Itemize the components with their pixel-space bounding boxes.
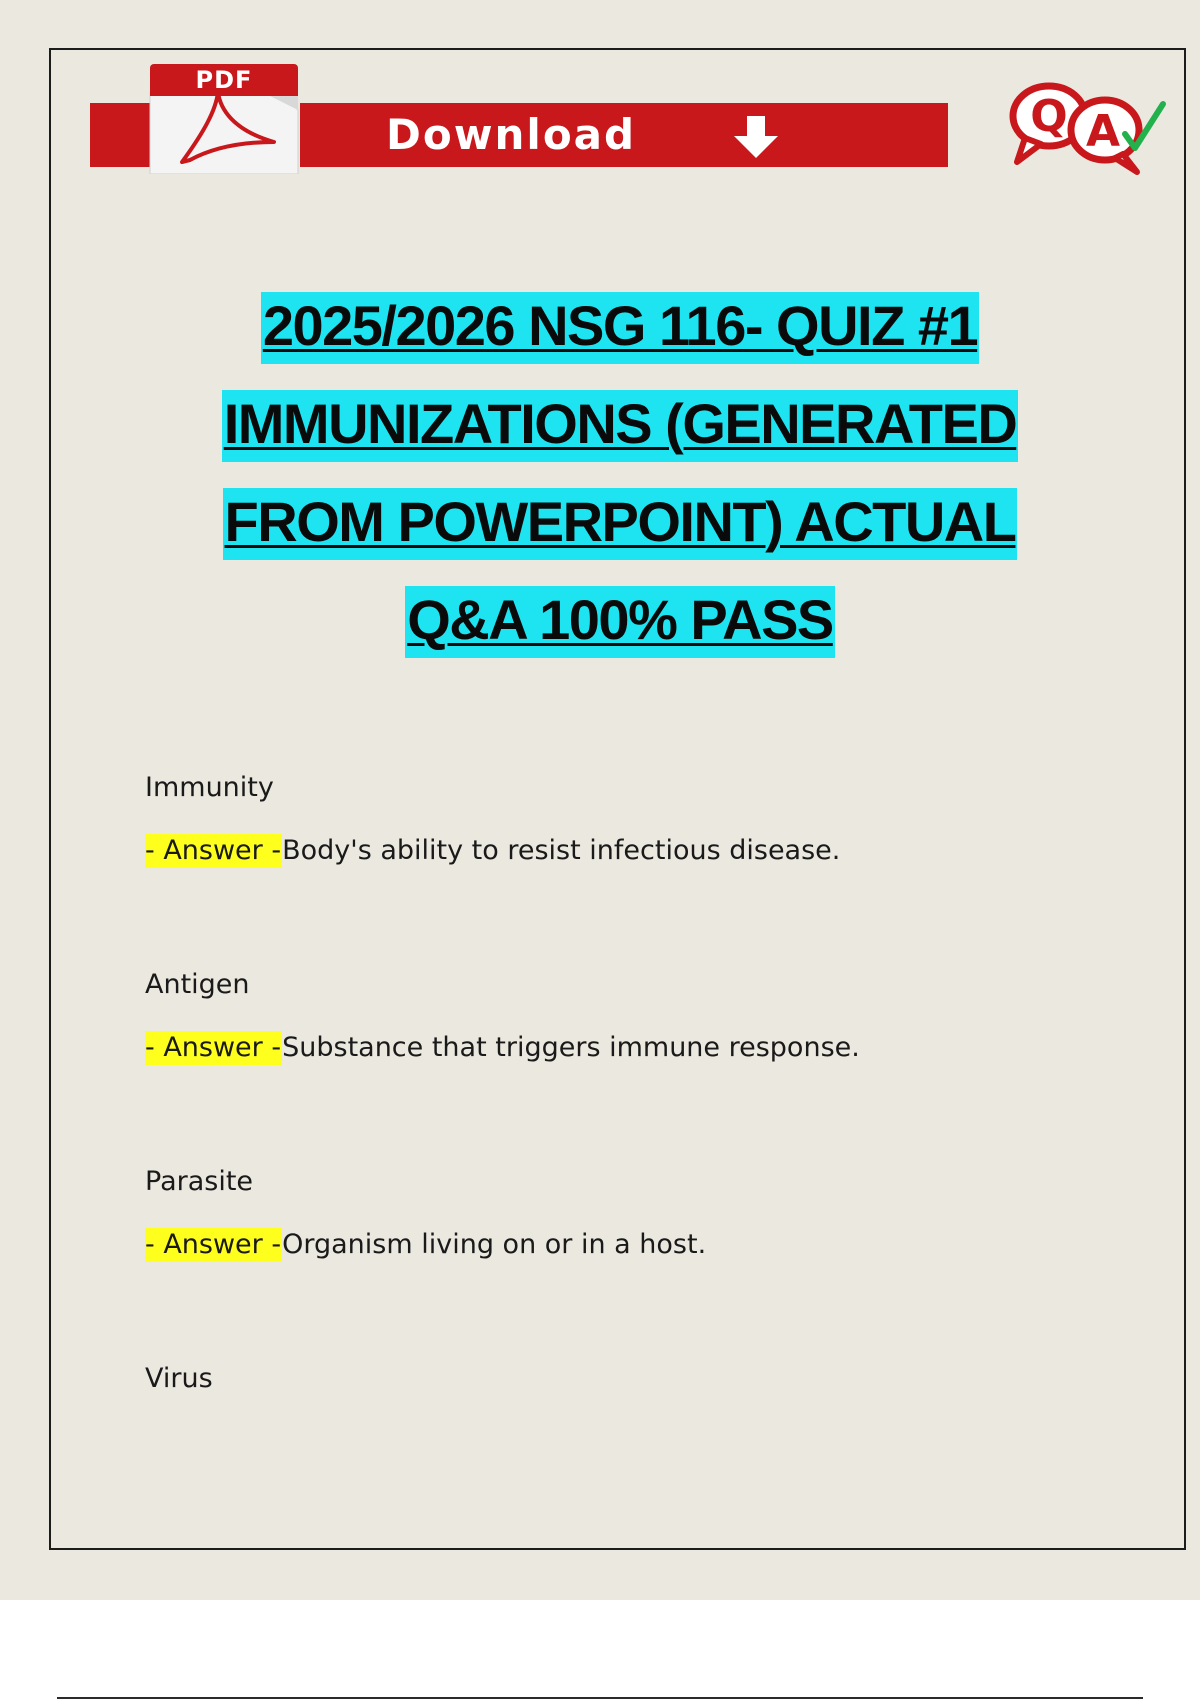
document-title xyxy=(60,292,1180,684)
qa-item xyxy=(145,768,1145,965)
download-pdf-button[interactable] xyxy=(90,58,860,176)
title-line-3: FROM POWERPOINT) ACTUAL xyxy=(223,488,1018,560)
answer-label: - Answer - xyxy=(145,1032,282,1063)
title-line-2: IMMUNIZATIONS (GENERATED xyxy=(222,390,1019,462)
answer-text: Body's ability to resist infectious disease. xyxy=(282,835,841,866)
footer-divider xyxy=(57,1697,1143,1699)
qa-item xyxy=(145,1359,1145,1556)
answer-label: - Answer - xyxy=(145,835,282,866)
question-text: Immunity xyxy=(145,772,274,803)
question-text: Parasite xyxy=(145,1166,254,1197)
pdf-tab-label: PDF xyxy=(150,64,298,96)
qa-list xyxy=(145,768,1145,1556)
answer-text: Organism living on or in a host. xyxy=(282,1229,707,1260)
answer-row xyxy=(145,1228,1145,1262)
answer-text: Substance that triggers immune response. xyxy=(282,1032,860,1063)
banner-left-strip xyxy=(90,103,150,167)
answer-row xyxy=(145,834,1145,868)
question-text: Virus xyxy=(145,1363,213,1394)
title-line-1: 2025/2026 NSG 116- QUIZ #1 xyxy=(261,292,979,364)
qa-item xyxy=(145,1162,1145,1359)
qa-chat-icon xyxy=(1005,76,1175,176)
qa-item xyxy=(145,965,1145,1162)
qa-icon-q: Q xyxy=(1030,91,1068,142)
download-label: Download xyxy=(386,110,637,159)
title-line-4: Q&A 100% PASS xyxy=(405,586,835,658)
qa-icon-a: A xyxy=(1085,106,1121,157)
answer-label: - Answer - xyxy=(145,1229,282,1260)
download-arrow-icon xyxy=(730,114,782,160)
pdf-file-icon xyxy=(144,62,304,174)
answer-row xyxy=(145,1031,1145,1065)
question-text: Antigen xyxy=(145,969,250,1000)
